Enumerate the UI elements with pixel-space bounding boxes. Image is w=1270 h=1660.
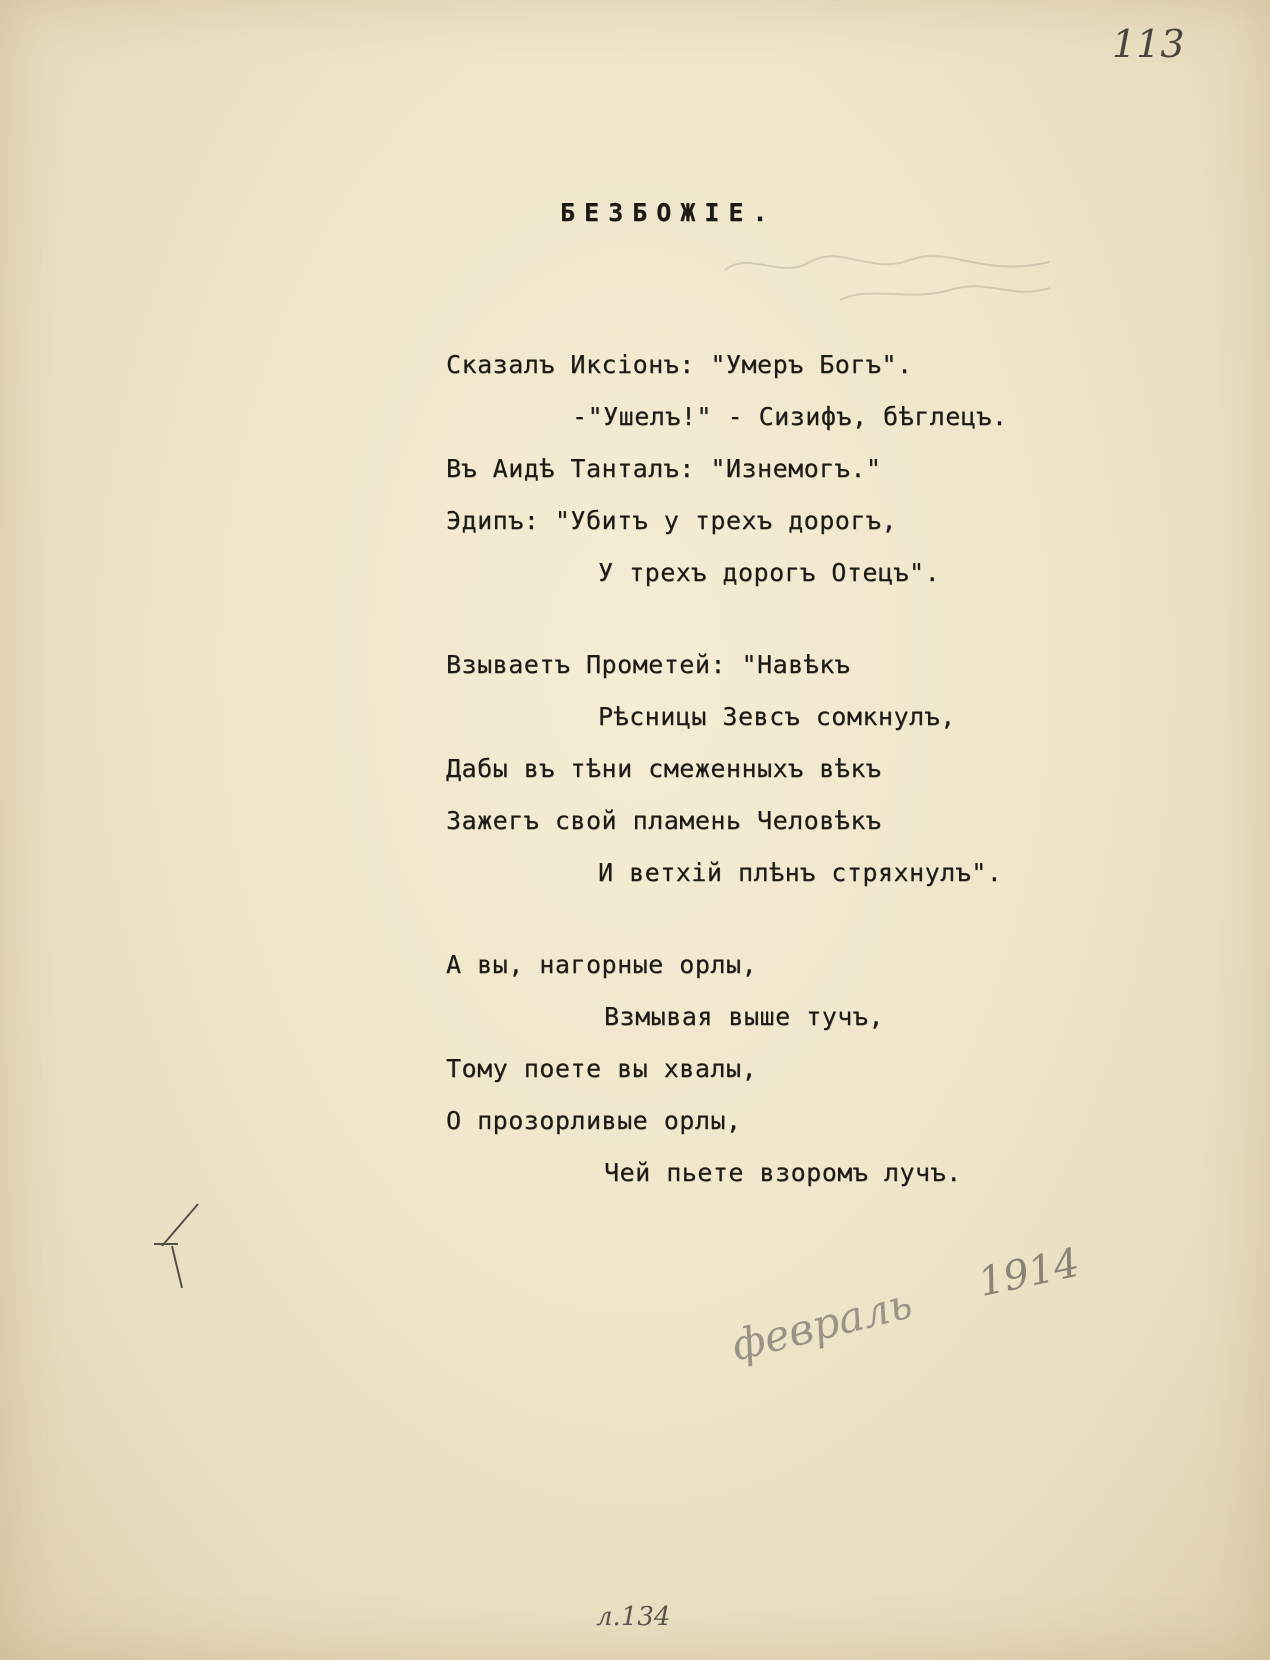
pencil-corner-mark — [150, 1200, 210, 1290]
poem-line: Чей пьете взоромъ лучъ. — [604, 1158, 962, 1187]
poem-line: О прозорливые орлы, — [446, 1106, 742, 1135]
handwritten-year: 1914 — [974, 1239, 1084, 1307]
poem-line: А вы, нагорные орлы, — [446, 950, 758, 979]
poem-line: -"Ушелъ!" - Сизифъ, бѣглецъ. — [572, 402, 1008, 431]
handwritten-month: февраль — [726, 1278, 917, 1371]
poem-line: Взмывая выше тучъ, — [604, 1002, 884, 1031]
poem-line: Взываетъ Прометей: "Навѣкъ — [446, 650, 851, 679]
poem-line: Эдипъ: "Убитъ у трехъ дорогъ, — [446, 506, 897, 535]
poem-line: Въ Аидѣ Танталъ: "Изнемогъ." — [446, 454, 882, 483]
sheet-number: л.134 — [596, 1602, 671, 1632]
poem-line: Сказалъ Иксіонъ: "Умеръ Богъ". — [446, 350, 913, 379]
faint-pencil-note — [720, 240, 1060, 310]
poem-line: Дабы въ тѣни смеженныхъ вѣкъ — [446, 754, 882, 783]
poem-line: Рѣсницы Зевсъ сомкнулъ, — [598, 702, 956, 731]
poem-line: Зажегъ свой пламень Человѣкъ — [446, 806, 882, 835]
poem-title: БЕЗБОЖІЕ. — [560, 198, 777, 227]
poem-line: И ветхій плѣнъ стряхнулъ". — [598, 858, 1003, 887]
poem-line: У трехъ дорогъ Отецъ". — [598, 558, 941, 587]
poem-line: Тому поете вы хвалы, — [446, 1054, 758, 1083]
folio-number: 113 — [1112, 22, 1185, 66]
